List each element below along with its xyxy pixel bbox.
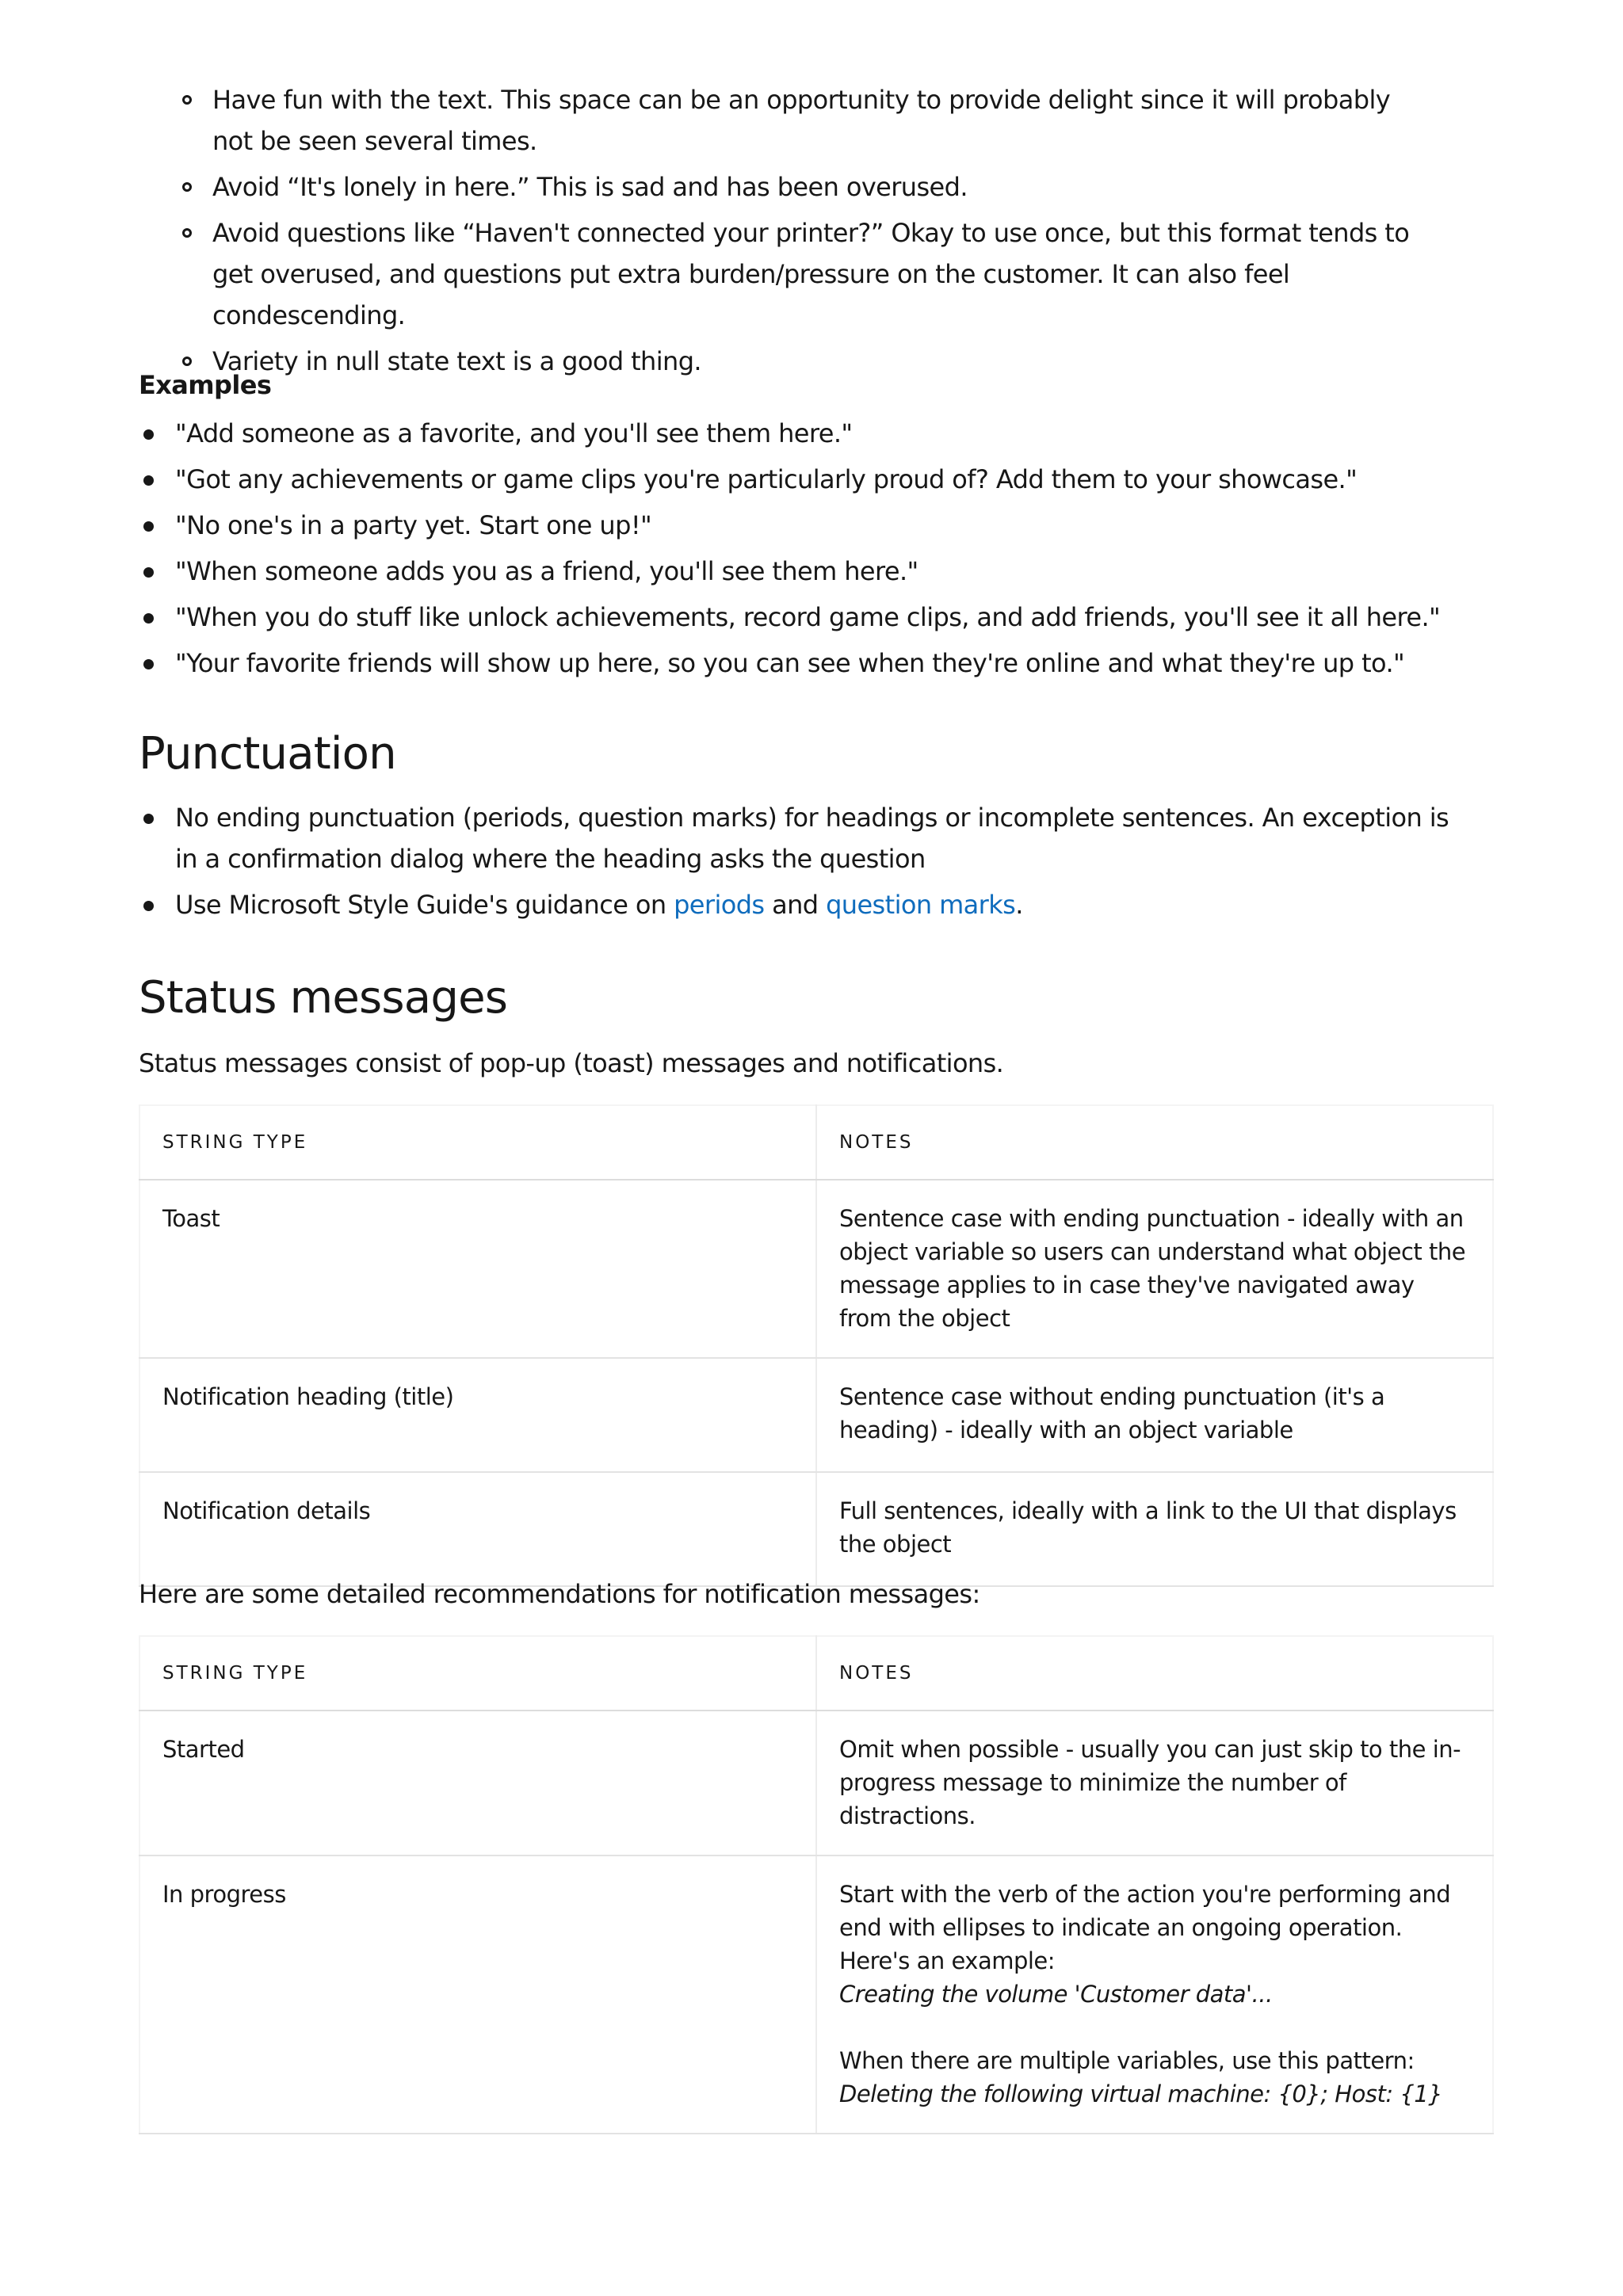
notes-text: Start with the verb of the action you're performing and end with ellipses to indicate an ongoing operation. Here's an example: <box>839 1881 1451 1974</box>
notes-cell: Full sentences, ideally with a link to the UI that displays the object <box>816 1472 1493 1586</box>
column-header-string-type: STRING TYPE <box>139 1636 816 1711</box>
guidance-conjunction: and <box>764 890 827 920</box>
question-marks-link[interactable]: question marks <box>826 890 1016 920</box>
list-item: "When you do stuff like unlock achievements, record game clips, and add friends, you'll see it all here." <box>139 597 1486 638</box>
punctuation-list <box>139 797 1470 930</box>
null-state-guidance-list <box>139 79 1423 387</box>
notes-cell: Omit when possible - usually you can just skip to the in-progress message to minimize the number of distractions. <box>816 1711 1493 1855</box>
status-messages-heading: Status messages <box>139 972 508 1024</box>
list-item: Have fun with the text. This space can be an opportunity to provide delight since it will probably not be seen several times. <box>139 79 1423 162</box>
list-item: No ending punctuation (periods, question marks) for headings or incomplete sentences. An exception is in a confirmation dialog where the heading asks the question <box>139 797 1470 879</box>
string-type-cell: Toast <box>139 1180 816 1358</box>
table-row <box>139 1711 1493 1855</box>
periods-link[interactable]: periods <box>674 890 765 920</box>
list-item: "When someone adds you as a friend, you'll see them here." <box>139 551 1486 592</box>
punctuation-heading: Punctuation <box>139 728 396 780</box>
list-item: "No one's in a party yet. Start one up!" <box>139 505 1486 546</box>
notification-messages-table <box>139 1635 1494 2134</box>
example-text: Deleting the following virtual machine: {0}; Host: {1} <box>839 2081 1443 2107</box>
table-row <box>139 1855 1493 2134</box>
table-row <box>139 1472 1493 1586</box>
table-row <box>139 1358 1493 1472</box>
status-messages-table <box>139 1104 1494 1587</box>
notes-text: When there are multiple variables, use this pattern: <box>839 2047 1415 2074</box>
examples-list <box>139 413 1486 688</box>
list-item: "Got any achievements or game clips you're particularly proud of? Add them to your showcase." <box>139 459 1486 500</box>
table-row <box>139 1180 1493 1358</box>
list-item: Variety in null state text is a good thing. <box>139 341 1423 382</box>
notes-cell: Sentence case with ending punctuation - ideally with an object variable so users can understand what object the message applies to in case they've navigated away from the object <box>816 1180 1493 1358</box>
example-text: Creating the volume 'Customer data'... <box>839 1981 1273 2008</box>
list-item: Avoid questions like “Haven't connected your printer?” Okay to use once, but this format tends to get overused, and questions put extra burden/pressure on the customer. It can also feel condescending. <box>139 212 1423 336</box>
spacer <box>839 2011 1470 2044</box>
table-header-row <box>139 1105 1493 1180</box>
column-header-notes: NOTES <box>816 1105 1493 1180</box>
string-type-cell: In progress <box>139 1855 816 2134</box>
list-item: "Your favorite friends will show up here, so you can see when they're online and what they're up to." <box>139 643 1486 684</box>
examples-heading: Examples <box>139 370 272 400</box>
list-item <box>139 884 1470 925</box>
column-header-string-type: STRING TYPE <box>139 1105 816 1180</box>
column-header-notes: NOTES <box>816 1636 1493 1711</box>
notes-cell <box>816 1855 1493 2134</box>
guidance-prefix: Use Microsoft Style Guide's guidance on <box>175 890 674 920</box>
list-item: Avoid “It's lonely in here.” This is sad and has been overused. <box>139 166 1423 208</box>
notification-intro-paragraph: Here are some detailed recommendations for notification messages: <box>139 1579 980 1609</box>
table-header-row <box>139 1636 1493 1711</box>
string-type-cell: Started <box>139 1711 816 1855</box>
string-type-cell: Notification details <box>139 1472 816 1586</box>
notes-cell: Sentence case without ending punctuation (it's a heading) - ideally with an object variable <box>816 1358 1493 1472</box>
string-type-cell: Notification heading (title) <box>139 1358 816 1472</box>
guidance-suffix: . <box>1015 890 1023 920</box>
status-intro-paragraph: Status messages consist of pop-up (toast) messages and notifications. <box>139 1048 1004 1078</box>
list-item: "Add someone as a favorite, and you'll see them here." <box>139 413 1486 454</box>
